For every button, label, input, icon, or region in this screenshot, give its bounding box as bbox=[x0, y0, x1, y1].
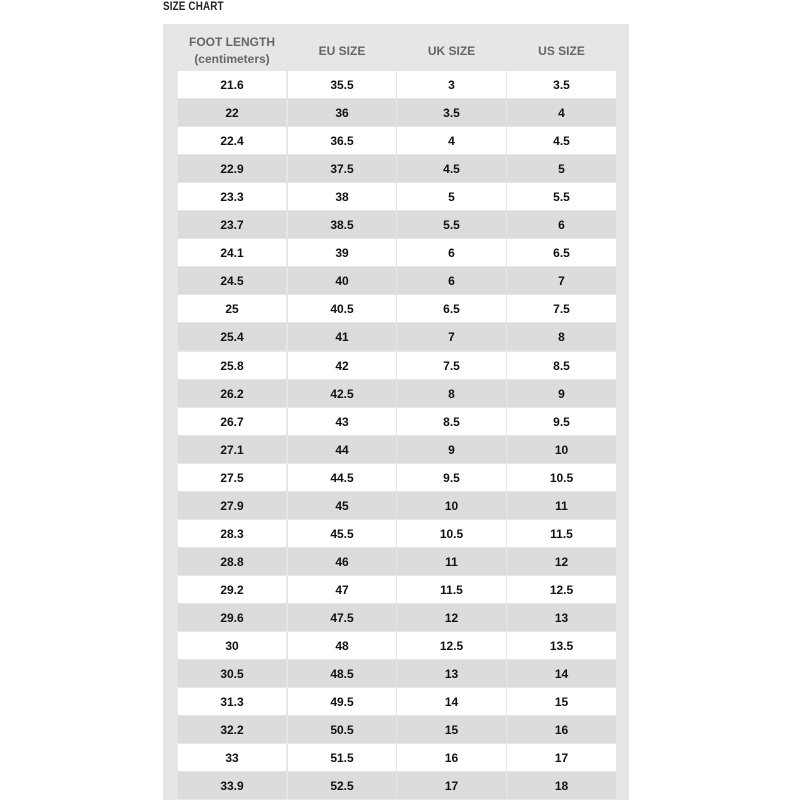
table-cell-foot-length: 28.8 bbox=[178, 548, 286, 575]
table-cell-foot-length: 31.3 bbox=[178, 688, 286, 715]
table-cell-us-size: 18 bbox=[507, 772, 616, 799]
table-cell-eu-size: 40.5 bbox=[288, 295, 396, 322]
table-cell-eu-size: 39 bbox=[288, 239, 396, 266]
table-cell-eu-size: 38.5 bbox=[288, 211, 396, 238]
table-cell-foot-length: 24.1 bbox=[178, 239, 286, 266]
column-header-us-size: US SIZE bbox=[538, 43, 585, 58]
table-cell-foot-length: 26.7 bbox=[178, 408, 286, 435]
table-cell-eu-size: 41 bbox=[288, 323, 396, 350]
table-cell-eu-size: 48.5 bbox=[288, 660, 396, 687]
table-cell-foot-length: 21.6 bbox=[178, 71, 286, 98]
table-cell-uk-size: 13 bbox=[397, 660, 506, 687]
table-cell-eu-size: 40 bbox=[288, 267, 396, 294]
table-cell-uk-size: 7.5 bbox=[397, 352, 506, 379]
table-cell-eu-size: 47.5 bbox=[288, 604, 396, 631]
table-cell-foot-length: 33 bbox=[178, 744, 286, 771]
table-cell-us-size: 13.5 bbox=[507, 632, 616, 659]
table-cell-us-size: 7 bbox=[507, 267, 616, 294]
table-cell-uk-size: 12.5 bbox=[397, 632, 506, 659]
table-cell-uk-size: 11.5 bbox=[397, 576, 506, 603]
table-cell-foot-length: 25.4 bbox=[178, 323, 286, 350]
table-cell-uk-size: 10 bbox=[397, 492, 506, 519]
table-cell-eu-size: 46 bbox=[288, 548, 396, 575]
table-cell-foot-length: 22 bbox=[178, 99, 286, 126]
table-cell-uk-size: 15 bbox=[397, 716, 506, 743]
column-header-uk-size: UK SIZE bbox=[427, 43, 476, 58]
table-cell-foot-length: 23.3 bbox=[178, 183, 286, 210]
table-cell-uk-size: 5.5 bbox=[397, 211, 506, 238]
table-cell-us-size: 8 bbox=[507, 323, 616, 350]
table-cell-eu-size: 36 bbox=[288, 99, 396, 126]
table-cell-us-size: 12.5 bbox=[507, 576, 616, 603]
table-cell-us-size: 10.5 bbox=[507, 464, 616, 491]
table-cell-uk-size: 9.5 bbox=[397, 464, 506, 491]
column-header-foot-length-line1: FOOT LENGTH bbox=[189, 35, 275, 49]
table-cell-uk-size: 6 bbox=[397, 239, 506, 266]
table-cell-uk-size: 14 bbox=[397, 688, 506, 715]
table-cell-us-size: 15 bbox=[507, 688, 616, 715]
column-header-foot-length-line2: (centimeters) bbox=[194, 52, 270, 66]
table-cell-uk-size: 10.5 bbox=[397, 520, 506, 547]
table-cell-foot-length: 22.4 bbox=[178, 127, 286, 154]
table-cell-uk-size: 3.5 bbox=[397, 99, 506, 126]
table-cell-eu-size: 45.5 bbox=[288, 520, 396, 547]
table-cell-eu-size: 43 bbox=[288, 408, 396, 435]
table-cell-us-size: 16 bbox=[507, 716, 616, 743]
table-cell-foot-length: 30.5 bbox=[178, 660, 286, 687]
table-cell-uk-size: 3 bbox=[397, 71, 506, 98]
table-cell-eu-size: 42.5 bbox=[288, 380, 396, 407]
table-cell-us-size: 12 bbox=[507, 548, 616, 575]
table-cell-foot-length: 30 bbox=[178, 632, 286, 659]
table-cell-eu-size: 45 bbox=[288, 492, 396, 519]
table-cell-us-size: 7.5 bbox=[507, 295, 616, 322]
table-cell-foot-length: 27.1 bbox=[178, 436, 286, 463]
table-cell-us-size: 6.5 bbox=[507, 239, 616, 266]
table-cell-uk-size: 12 bbox=[397, 604, 506, 631]
page-title: SIZE CHART bbox=[163, 0, 224, 13]
table-cell-eu-size: 36.5 bbox=[288, 127, 396, 154]
column-header-foot-length bbox=[178, 33, 286, 69]
table-cell-foot-length: 22.9 bbox=[178, 155, 286, 182]
table-cell-foot-length: 27.5 bbox=[178, 464, 286, 491]
table-cell-us-size: 3.5 bbox=[507, 71, 616, 98]
table-cell-eu-size: 50.5 bbox=[288, 716, 396, 743]
table-cell-foot-length: 28.3 bbox=[178, 520, 286, 547]
table-cell-uk-size: 17 bbox=[397, 772, 506, 799]
table-cell-foot-length: 27.9 bbox=[178, 492, 286, 519]
table-cell-eu-size: 52.5 bbox=[288, 772, 396, 799]
table-cell-us-size: 5.5 bbox=[507, 183, 616, 210]
table-cell-eu-size: 44.5 bbox=[288, 464, 396, 491]
table-cell-us-size: 4.5 bbox=[507, 127, 616, 154]
table-cell-uk-size: 7 bbox=[397, 323, 506, 350]
table-cell-foot-length: 29.6 bbox=[178, 604, 286, 631]
table-cell-us-size: 9.5 bbox=[507, 408, 616, 435]
table-cell-uk-size: 11 bbox=[397, 548, 506, 575]
table-cell-uk-size: 6 bbox=[397, 267, 506, 294]
table-cell-us-size: 5 bbox=[507, 155, 616, 182]
table-cell-foot-length: 32.2 bbox=[178, 716, 286, 743]
table-cell-us-size: 9 bbox=[507, 380, 616, 407]
table-cell-uk-size: 4.5 bbox=[397, 155, 506, 182]
table-cell-foot-length: 26.2 bbox=[178, 380, 286, 407]
table-cell-eu-size: 49.5 bbox=[288, 688, 396, 715]
table-cell-foot-length: 25.8 bbox=[178, 352, 286, 379]
table-cell-us-size: 6 bbox=[507, 211, 616, 238]
table-cell-eu-size: 44 bbox=[288, 436, 396, 463]
table-cell-eu-size: 37.5 bbox=[288, 155, 396, 182]
table-cell-foot-length: 29.2 bbox=[178, 576, 286, 603]
table-cell-us-size: 13 bbox=[507, 604, 616, 631]
table-cell-us-size: 14 bbox=[507, 660, 616, 687]
table-cell-foot-length: 24.5 bbox=[178, 267, 286, 294]
table-cell-uk-size: 8 bbox=[397, 380, 506, 407]
table-cell-eu-size: 48 bbox=[288, 632, 396, 659]
table-cell-uk-size: 16 bbox=[397, 744, 506, 771]
table-cell-uk-size: 5 bbox=[397, 183, 506, 210]
table-cell-us-size: 11.5 bbox=[507, 520, 616, 547]
table-cell-foot-length: 25 bbox=[178, 295, 286, 322]
table-cell-eu-size: 35.5 bbox=[288, 71, 396, 98]
table-cell-eu-size: 42 bbox=[288, 352, 396, 379]
table-cell-foot-length: 33.9 bbox=[178, 772, 286, 799]
column-header-eu-size: EU SIZE bbox=[318, 43, 366, 58]
table-cell-uk-size: 4 bbox=[397, 127, 506, 154]
table-cell-uk-size: 6.5 bbox=[397, 295, 506, 322]
table-cell-foot-length: 23.7 bbox=[178, 211, 286, 238]
table-cell-us-size: 17 bbox=[507, 744, 616, 771]
table-cell-us-size: 10 bbox=[507, 436, 616, 463]
table-cell-eu-size: 47 bbox=[288, 576, 396, 603]
table-cell-us-size: 11 bbox=[507, 492, 616, 519]
table-cell-uk-size: 8.5 bbox=[397, 408, 506, 435]
table-cell-uk-size: 9 bbox=[397, 436, 506, 463]
table-cell-us-size: 4 bbox=[507, 99, 616, 126]
table-cell-eu-size: 38 bbox=[288, 183, 396, 210]
table-cell-eu-size: 51.5 bbox=[288, 744, 396, 771]
table-cell-us-size: 8.5 bbox=[507, 352, 616, 379]
